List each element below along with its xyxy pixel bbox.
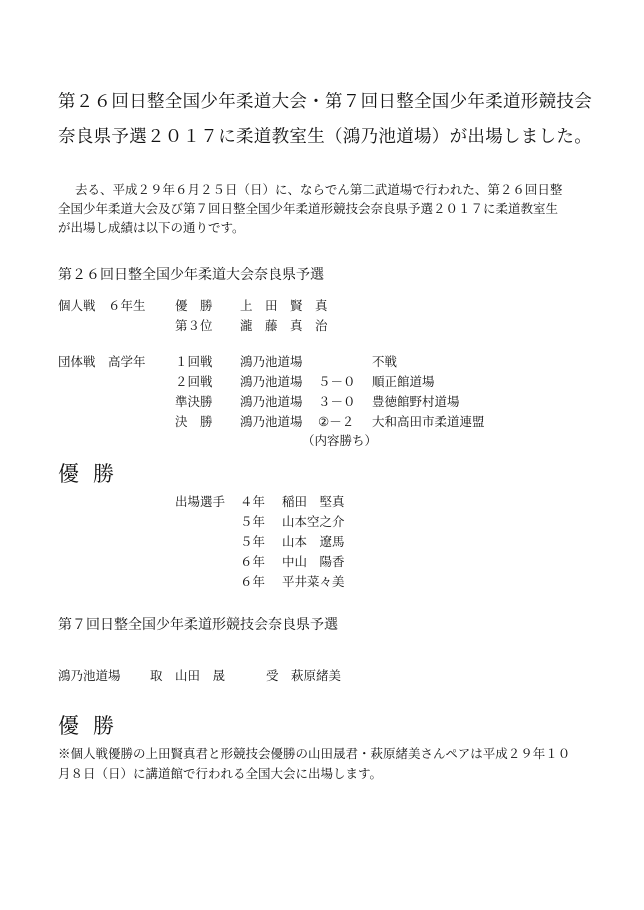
team-name-3: 鴻乃池道場 [240,394,303,409]
team-opponent-4: 大和高田市柔道連盟 [372,414,485,429]
players-label: 出場選手 [175,494,226,509]
section1-result: 優勝 [58,462,128,486]
player-grade-1: ４年 [240,494,266,509]
player-grade-5: ６年 [240,574,266,589]
team-round-2: ２回戦 [175,374,213,389]
team-score-3: ３－０ [318,394,356,409]
team-label: 団体戦 高学年 [58,354,146,369]
page-title-line-2: 奈良県予選２０１７に柔道教室生（鴻乃池道場）が出場しました。 [58,127,592,147]
footnote-line-2: 月８日（日）に講道館で行われる全国大会に出場します。 [58,766,383,781]
team-name-1: 鴻乃池道場 [240,354,303,369]
team-name-2: 鴻乃池道場 [240,374,303,389]
player-grade-3: ５年 [240,534,266,549]
player-name-2: 山本空之介 [282,514,345,529]
player-grade-4: ６年 [240,554,266,569]
individual-rank-1: 優 勝 [175,298,213,313]
player-grade-2: ５年 [240,514,266,529]
team-score-2: ５－０ [318,374,356,389]
player-name-5: 平井菜々美 [282,574,345,589]
section1-heading: 第２６回日整全国少年柔道大会奈良県予選 [58,267,324,283]
player-name-4: 中山 陽香 [282,554,345,569]
team-score-4: ②－２ [318,414,355,429]
individual-label: 個人戦 ６年生 [58,298,146,313]
individual-name-2: 瀧 藤 真 治 [240,318,328,333]
intro-line-2: 全国少年柔道大会及び第７回日整全国少年柔道形競技会奈良県予選２０１７に柔道教室生 [58,201,559,216]
individual-rank-2: 第３位 [175,318,213,333]
intro-line-1: 去る、平成２９年６月２５日（日）に、ならでん第二武道場で行われた、第２６回日整 [75,182,563,197]
page-title-line-1: 第２６回日整全国少年柔道大会・第７回日整全国少年柔道形競技会 [58,92,592,112]
player-name-3: 山本 遼馬 [282,534,345,549]
team-opponent-1: 不戦 [372,354,398,369]
team-opponent-3: 豊徳館野村道場 [372,394,460,409]
individual-name-1: 上 田 賢 真 [240,298,328,313]
team-round-3: 準決勝 [175,394,213,409]
team-note: （内容勝ち） [302,433,378,448]
section2-tori: 取 山田 晟 [150,668,226,683]
section2-heading: 第７回日整全国少年柔道形競技会奈良県予選 [58,617,338,633]
footnote-line-1: ※個人戦優勝の上田賢真君と形競技会優勝の山田晟君・萩原緒美さんペアは平成２９年１０ [58,746,571,761]
intro-line-3: が出場し成績は以下の通りです。 [58,220,245,235]
team-round-4: 決 勝 [175,414,213,429]
team-name-4: 鴻乃池道場 [240,414,303,429]
section2-uke: 受 萩原緒美 [266,668,342,683]
team-opponent-2: 順正館道場 [372,374,435,389]
section2-dojo: 鴻乃池道場 [58,668,121,683]
team-round-1: １回戦 [175,354,213,369]
player-name-1: 稲田 堅真 [282,494,345,509]
section2-result: 優勝 [58,714,128,738]
